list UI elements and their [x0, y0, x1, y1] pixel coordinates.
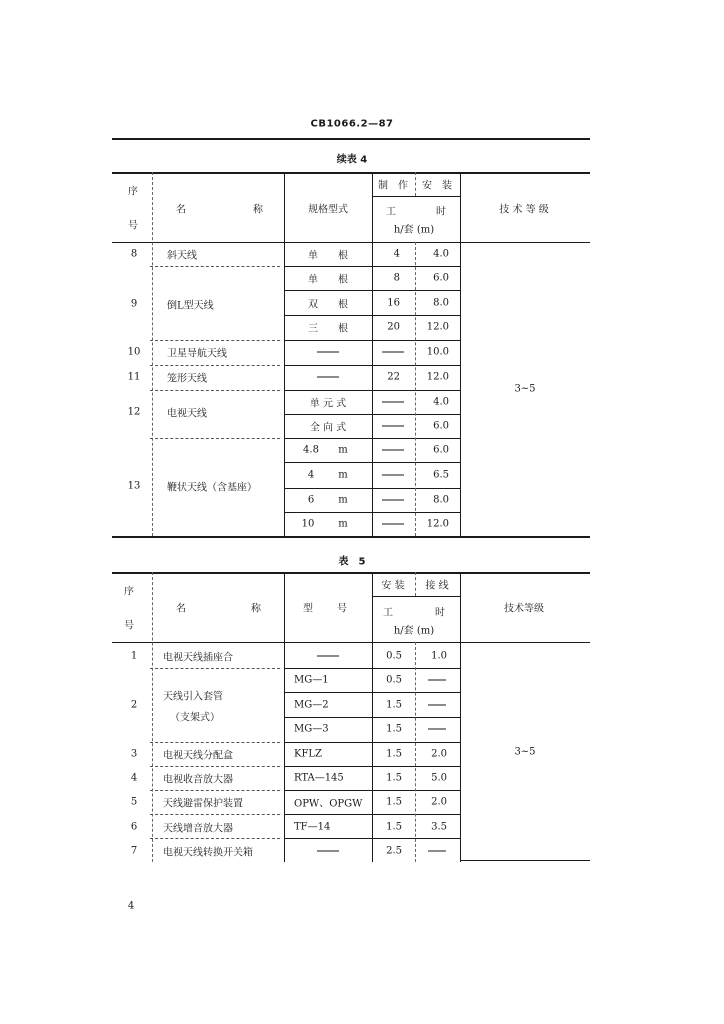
- table5-header-install: 安 装: [381, 580, 405, 592]
- table5-row-install: 1.5: [386, 723, 402, 735]
- dash-mark: [382, 397, 404, 408]
- dash-mark: [428, 700, 446, 711]
- table4-title: 续表 4: [336, 154, 368, 166]
- table4-row-no: 10: [127, 346, 141, 358]
- table4-row-make: 8: [393, 272, 400, 284]
- table5-header-work: 工: [383, 607, 393, 619]
- dash-mark: [428, 675, 446, 686]
- table4-header-no-bottom: 号: [128, 220, 138, 232]
- table4-row-make: 22: [387, 371, 400, 383]
- table5-row-model: TF—14: [294, 821, 331, 833]
- table4-grade-value: 3~5: [514, 383, 536, 395]
- table5-row-model: KFLZ: [294, 748, 322, 760]
- table4-row-name: 倒L型天线: [167, 300, 214, 312]
- table5-row-no: 5: [130, 796, 138, 808]
- table4-header-install: 安 装: [422, 180, 452, 192]
- table4-row-spec-a: 三: [308, 323, 318, 335]
- dash-mark: [317, 372, 339, 383]
- table5-row-no: 2: [130, 699, 138, 711]
- table4-row-no: 11: [127, 371, 141, 383]
- table5-row-no: 1: [130, 650, 138, 662]
- header-rule: [112, 138, 590, 140]
- table4-row-spec-b: 根: [338, 274, 348, 286]
- table5-row-wiring: 2.0: [431, 748, 447, 760]
- table4-row-no: 12: [127, 406, 141, 418]
- table5-row-name: 天线避雷保护装置: [163, 798, 243, 810]
- dash-mark: [317, 347, 339, 358]
- table5-row-name: 电视天线插座合: [163, 652, 233, 664]
- dash-mark: [382, 470, 404, 481]
- table5-row-install: 1.5: [386, 796, 402, 808]
- table4-row-install: 4.0: [433, 248, 449, 260]
- table4-row-name: 电视天线: [167, 408, 207, 420]
- table4-row-install: 12.0: [426, 371, 449, 383]
- table4-row-spec-a: 单: [308, 250, 318, 262]
- table4-row-name: 鞭状天线（含基座）: [167, 482, 257, 494]
- table5-header-no-bottom: 号: [124, 620, 134, 632]
- table4-row-spec-a: 4.8: [303, 444, 319, 456]
- table4-row-name: 卫星导航天线: [167, 348, 227, 360]
- table5-row-model: MG—1: [294, 674, 329, 686]
- table4-row-install: 8.0: [433, 494, 449, 506]
- table4-row-spec-b: m: [338, 494, 348, 506]
- dash-mark: [382, 519, 404, 530]
- table4-row-no: 8: [130, 248, 138, 260]
- table5-row-name-b: （支架式）: [170, 712, 220, 724]
- table5-row-install: 1.5: [386, 699, 402, 711]
- table4-row-spec-b: 根: [338, 323, 348, 335]
- dash-mark: [428, 724, 446, 735]
- table4-row-make: 20: [387, 321, 400, 333]
- table5-row-install: 0.5: [386, 674, 402, 686]
- table4-row-no: 9: [130, 298, 138, 310]
- table5-row-name: 电视天线转换开关箱: [163, 847, 253, 859]
- table4-header-work: 工: [386, 206, 396, 218]
- table5-header-name-b: 称: [251, 603, 261, 615]
- table4-row-spec: 全 向 式: [309, 422, 347, 434]
- table5-row-wiring: 5.0: [431, 772, 447, 784]
- table5-header-wiring: 接 线: [425, 580, 449, 592]
- table5-row-no: 3: [130, 748, 138, 760]
- table5-row-name-a: 天线引入套管: [163, 691, 223, 703]
- dash-mark: [382, 347, 404, 358]
- table5-row-wiring: 2.0: [431, 796, 447, 808]
- table5-row-name: 天线增音放大器: [163, 823, 233, 835]
- dash-mark: [382, 495, 404, 506]
- table5-header-unit: h/套 (m): [393, 625, 435, 637]
- table4-row-make: 4: [393, 248, 400, 260]
- table4-row-spec-a: 6: [307, 494, 315, 506]
- table5-row-no: 6: [130, 821, 138, 833]
- document-code: CB1066.2—87: [310, 118, 394, 130]
- dash-mark: [382, 421, 404, 432]
- table5-row-install: 1.5: [386, 821, 402, 833]
- table4-header-unit: h/套 (m): [393, 224, 435, 236]
- table5-row-model: OPW、OPGW: [294, 798, 363, 810]
- table5-row-no: 4: [130, 772, 138, 784]
- table5-row-wiring: 3.5: [431, 821, 447, 833]
- table4-row-name: 笼形天线: [167, 373, 207, 385]
- table5-header-time: 时: [435, 607, 445, 619]
- table4-row-install: 6.0: [433, 444, 449, 456]
- table4-row-install: 12.0: [426, 518, 449, 530]
- table5-row-model: RTA—145: [294, 772, 344, 784]
- table4-header-name-b: 称: [253, 204, 263, 216]
- table4-row-spec-b: 根: [338, 299, 348, 311]
- table5-header-no-top: 序: [124, 586, 134, 598]
- table5-row-name: 电视收音放大器: [163, 774, 233, 786]
- table5-row-install: 1.5: [386, 748, 402, 760]
- table5-row-model: MG—3: [294, 723, 329, 735]
- table5-header-grade: 技术等级: [504, 603, 544, 615]
- table4-row-install: 4.0: [433, 396, 449, 408]
- table4-row-spec: 单 元 式: [309, 398, 347, 410]
- table4-header-spec: 规格型式: [308, 204, 348, 216]
- table4-row-spec-b: m: [338, 444, 348, 456]
- table4-header-grade: 技 术 等 级: [499, 204, 549, 216]
- table4-row-name: 斜天线: [167, 250, 197, 262]
- table4-row-spec-b: m: [338, 518, 348, 530]
- table4-row-spec-a: 单: [308, 274, 318, 286]
- table4-row-no: 13: [127, 480, 141, 492]
- page-number: 4: [127, 900, 135, 912]
- table4-row-spec-a: 4: [307, 469, 315, 481]
- table5-header-model-a: 型: [303, 603, 313, 615]
- table4-row-spec-b: m: [338, 469, 348, 481]
- table4-header-make: 制 作: [378, 180, 408, 192]
- table4-row-spec-b: 根: [338, 250, 348, 262]
- table4-header-time: 时: [436, 206, 446, 218]
- table5-header-name-a: 名: [176, 603, 186, 615]
- table5-row-install: 0.5: [386, 650, 402, 662]
- table4-header-name-a: 名: [176, 204, 186, 216]
- table5-header-model-b: 号: [337, 603, 347, 615]
- table4-row-spec-a: 10: [301, 518, 315, 530]
- dash-mark: [428, 846, 446, 857]
- table5-title: 表 5: [338, 556, 366, 568]
- table4-row-install: 8.0: [433, 297, 449, 309]
- table4-row-install: 12.0: [426, 321, 449, 333]
- table4-row-install: 6.0: [433, 420, 449, 432]
- table5-row-name: 电视天线分配盒: [163, 750, 233, 762]
- table4-header-no-top: 序: [128, 186, 138, 198]
- table4-row-install: 6.0: [433, 272, 449, 284]
- table4-row-install: 6.5: [433, 469, 449, 481]
- table5-grade-value: 3~5: [514, 746, 536, 758]
- table5-row-install: 1.5: [386, 772, 402, 784]
- dash-mark: [382, 445, 404, 456]
- table4-row-install: 10.0: [426, 346, 449, 358]
- table5-row-wiring: 1.0: [431, 650, 447, 662]
- table5-row-no: 7: [130, 845, 138, 857]
- table5-row-model: MG—2: [294, 699, 329, 711]
- table5-row-install: 2.5: [386, 845, 402, 857]
- table4-row-spec-a: 双: [308, 299, 318, 311]
- dash-mark: [317, 846, 339, 857]
- table4-row-make: 16: [387, 297, 400, 309]
- dash-mark: [317, 651, 339, 662]
